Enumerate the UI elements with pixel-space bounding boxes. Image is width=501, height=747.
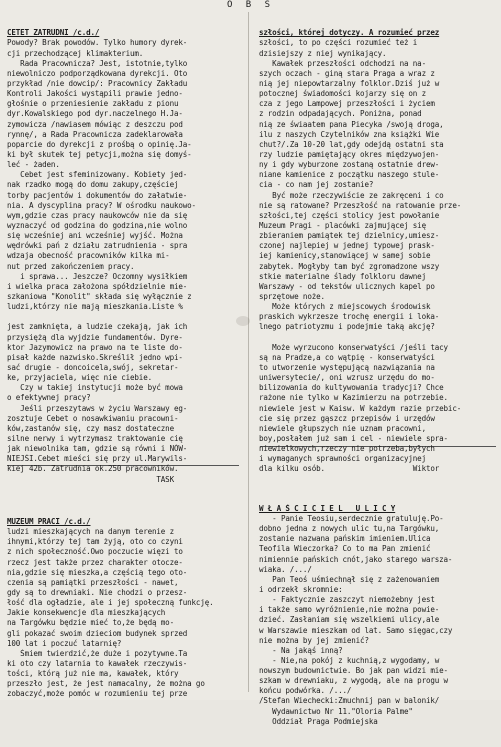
text-line: i wymaganych sprawności organizacyjnej (259, 454, 426, 464)
text-line: ków,zastanów się, czy masz dostateczne (7, 423, 174, 433)
text-line: nut przed zakończeniem pracy. (7, 261, 135, 271)
text-line: jak niewolnika tam, gdzie są równi i NÓW- (7, 444, 188, 454)
text-line: Jeśli przeszytaws w życiu Warszawy eg- (7, 403, 188, 413)
text-line: ihnymi,którzy tej tam żyją, oto co czyni (7, 537, 183, 547)
text-line: iej kamienicy,stanowiącej w samej sobie (259, 251, 431, 261)
text-line: wyznaczyć od godzina do godzina,nie wolno (7, 220, 188, 230)
text-line: i odrzekł skromnie: (259, 584, 343, 594)
text-line (259, 333, 495, 343)
text-line: gli pokazać swoim dzieciom budynek sprzed (7, 628, 188, 638)
text-line: Kontroli Jakości wystąpili prawie jedno- (7, 89, 183, 99)
text-line: - Panie Teosiu,serdecznie gratuluję.Po- (259, 513, 444, 523)
text-line: ny i gdy wyburzone zostaną ostatnie drew- (259, 160, 440, 170)
text-line: Śmiem twierdzić,że duże i pozytywne.Ta (7, 648, 188, 658)
article-wlasciciel-ulicy (259, 504, 495, 727)
text-line: i sprawa... Jeszcze? Oczomny wysiłkiem (7, 271, 188, 281)
text-line: niewiele głupszych nie uznam pracowni, (259, 423, 426, 433)
text-line: - Na jakąś inną? (259, 645, 343, 655)
text-line: nia. A dyscyplina pracy? W ośrodku naukowo- (7, 200, 196, 210)
text-line: ki oto czy latarnia to kawałek rzeczywis- (7, 658, 188, 668)
column-divider (248, 12, 249, 692)
left-column (7, 8, 239, 720)
text-line: rynnę/, a Rada Pracownicza zadeklarowała (7, 129, 183, 139)
text-line: niewiele jest w Kaisw. W każdym razie przebic- (259, 403, 462, 413)
text-line: potocznej świadomości kojarzy się on z (259, 89, 426, 99)
text-line: Oddział Praga Podmiejska (259, 716, 378, 726)
article-cebet-zatrudni (7, 28, 239, 484)
text-line: chut?/.Za 10-20 lat,gdy odejdą ostatni sta (259, 139, 444, 149)
text-line: w Warszawie mieszkam od lat. Samo sięgac,czy (259, 625, 453, 635)
text-line: przykład /nie dowcip/: Pracownicy Zakładu (7, 79, 188, 89)
text-line: torby pacjentów i dokumentów do załatwie- (7, 190, 188, 200)
text-line: boy,posłałem już sam i cel - niewiele spra- (259, 433, 448, 443)
text-line: lnego patriotyzmu i podejmie taką akcję? (259, 322, 435, 332)
text-line: ki był skutek tej petycji,można się domyś- (7, 150, 192, 159)
text-line: dzisiejszy z niej wynikający. (259, 48, 387, 58)
text-line: nak rzadko mogą do domu zakupy,częściej (7, 180, 179, 190)
text-line: silne nerwy i wytrzymasz traktowanie cię (7, 433, 183, 443)
text-line: Muzeum Pragi - placówki zajmującej się (259, 220, 426, 230)
text-line: gdy są to drewniaki. Nie chodzi o przesz- (7, 587, 188, 597)
text-line: Czy w takiej instytucji może być mowa (7, 383, 183, 393)
text-line: uniwersytecie/, oni wzrusz urzędu do mo- (259, 373, 435, 383)
text-line: tości, którą już nie ma, kawałek, który (7, 669, 179, 679)
text-line: ke, przyjaciela, więc nie ciebie. (7, 373, 152, 383)
text-line: wym,gdzie czas pracy naukowców nie da się (7, 210, 188, 220)
text-line: sać drugie - doncoicela,swój, sekretar- (7, 362, 179, 372)
text-line: zostanie nazwana pańskim imieniem.Ulica (259, 534, 431, 544)
text-line: z nich społeczność.Owo poczucie więzi to (7, 547, 183, 557)
text-line: Jakie konsekwencje dla mieszkających (7, 608, 166, 618)
text-line: są na Pradze,a co wątpię - konserwatyści (259, 352, 435, 362)
text-line: zbieraniem pamiątek tej dzielnicy,umiesz- (259, 231, 440, 241)
text-line: zymowicza /nawiasem mówiąc z deszczu pod (7, 119, 183, 129)
text-line: Wydawnictwo Nr 11."Oloria Palme" (259, 706, 413, 716)
text-line: rzecz jest także przez charakter otocze- (7, 557, 183, 567)
text-line: cza z jego Lampowej przeszłości i życiem (259, 99, 435, 109)
text-line: ludzi mieszkających na danym terenie z (7, 527, 174, 537)
text-line: nią jej niepowtarzalny folklor.Dziś już w (259, 79, 440, 89)
text-line: Teofila Wieczorka? Co to ma Pan zmienić (259, 544, 431, 554)
text-line: nie są ratowane? Przeszłość na ratowanie prze- (259, 200, 462, 210)
text-line: Rada Pracownicza? Jest, istotnie,tylko (7, 58, 188, 68)
article-heading: CETET ZATRUDNI /c.d./ (7, 28, 100, 38)
text-line: nią ze świaatem pana Piecyka /swoją droga, (259, 119, 444, 129)
text-line: Kawałek przeszłości odchodzi na na- (259, 58, 426, 68)
text-line: - Faktycznie zaszczyt niemożebny jest (259, 595, 435, 605)
text-line: zobaczyć,może pomóc w rozumieniu tej prze (7, 689, 188, 699)
text-line: szkam w drewniaku, z wygodą, ale na progu w (259, 676, 448, 686)
text-line: ktor Jazymowicz na prawo na te liste do- (7, 342, 183, 352)
text-line: cia - co nam jej zostanie? (259, 180, 374, 190)
text-line: cji przechodzącej klimakterium. (7, 48, 144, 58)
text-line: szkaniowa "Konolit" składa się wyłącznie z (7, 291, 192, 301)
text-line: niewolniczo podporządkowana dyrekcji. Oto (7, 68, 188, 78)
text-line: Powody? Brak powodów. Tylko humory dyrek- (7, 38, 188, 48)
text-line: przeszło jest, że jest namacalny, że można go (7, 679, 205, 689)
text-line: - Nie,na pokój z kuchnią,z wygodamy, w (259, 655, 440, 665)
text-line: szłości, to po części rozumieć też i (259, 38, 418, 48)
text-line: leć - żaden. (7, 160, 60, 170)
text-line: nimiennie pańskich cnót,jako starego warsza- (259, 554, 453, 564)
text-line: kiej 42b. Zatrudnia ok.250 pracowników. (7, 464, 179, 474)
text-line: nia,gdzie się mieszka,a częścią tego oto- (7, 567, 188, 577)
text-line: czenia są pamiątki przeszłości - nawet, (7, 577, 179, 587)
text-line: Warszawy - od tekstów ulicznych kapel po (259, 281, 435, 291)
text-line: głośnie o przeniesienie zakładu z pionu (7, 99, 179, 109)
article-muzeum-pragi (7, 517, 239, 700)
text-line: Może wyrzucono konserwatyści /jeśli tacy (259, 342, 448, 352)
article-heading: szłości, której dotyczy. A rozumieć przez (259, 28, 440, 38)
text-line: Cebet jest sfeminizowany. Kobiety jed- (7, 170, 188, 180)
text-line: NIEJŚI.Cebet mieści się przy ul.Marywils- (7, 454, 188, 464)
text-line: niane kamienice z początku naszego stule- (259, 170, 440, 180)
text-line: wiaka. /.../ (259, 564, 312, 574)
text-line: bilizowania do kultywowania tradycji? Chce (259, 383, 444, 393)
text-line: dyr.Kowalskiego pod dyr.naczelnego H.Ja- (7, 109, 183, 119)
page-header: O B S (226, 0, 275, 10)
text-line: zosztuje Cebet o nosawkiwaniu pracowni- (7, 413, 179, 423)
text-line: łość dla ogładzie, ale i jej społeczną funkcję. (7, 598, 214, 608)
article-heading: W Ł A Ś C I C I E L U L I C Y (259, 503, 396, 513)
text-line: wędrówki pań z działu zatrudnienia - spra (7, 241, 188, 251)
text-line: sprzętowe noże. (259, 291, 325, 301)
text-line: i wielka praca założona spółdzielnie mie- (7, 281, 188, 291)
text-line: Być może rzeczywiście ze zakręceni i co (259, 190, 444, 200)
text-line: szych oczach - giną stara Praga a wraz z (259, 68, 435, 78)
text-line: to utworzenie występującą nazwiązania na (259, 362, 435, 372)
text-line: nie można by jej zmienić? (259, 635, 369, 645)
text-line: końcu podwórka. /.../ (259, 686, 352, 696)
text-line: Pan Teoś uśmiechnął się z zażenowaniem (259, 574, 440, 584)
text-line: stkie materialne ślady folkloru dawnej (259, 271, 426, 281)
text-line: z rodzin odpadających. Poniżna, ponad (259, 109, 422, 119)
text-line: 100 lat i poczuć latarnię? (7, 638, 122, 648)
text-line: się wcześniej ani wcześniej wyjść. Można (7, 231, 183, 241)
text-line: wdzaja obecność pracowników kilka mi- (7, 251, 170, 261)
text-line: zabytek. Mogłyby tam być zgromadzone wszy (259, 261, 440, 271)
text-line: czonej najlepiej w jednej typowej prask- (259, 241, 435, 251)
text-line: pisał każde nazwisko.Skreślił jedno wpi- (7, 352, 183, 362)
text-line: jest zamknięta, a ludzie czekają, jak ich (7, 322, 188, 332)
text-line: o efektywnej pracy? (7, 393, 91, 403)
text-line: poparcie do dyrekcji z prośbą o opinię.Ja- (7, 139, 192, 149)
text-line: rzy ludzie pamiętający okres międzywojen- (259, 150, 440, 159)
text-line: dobno jedna z nowych ulic tu,na Targówku, (259, 524, 440, 534)
text-line: niewielkowych,rzeczy nie potrzeba,byłych (259, 444, 435, 454)
text-line: nowszym budownictwie. Bo jak pan widzi mie- (259, 666, 448, 676)
text-line: /Stefan Wiechecki:Zmuchnij pan w balonik/ (259, 696, 440, 706)
text-line: ludzi,którzy nie mają mieszkania.Liste % (7, 302, 183, 312)
text-line: cie się przez gąszcz przepisów i urzędów (259, 413, 435, 423)
text-line: i także samo wyróżnienie,nie można powie- (259, 605, 440, 615)
article-heading: MUZEUM PRACI /c.d./ (7, 516, 91, 526)
text-line: szłości,tej części stolicy jest powołanie (259, 210, 440, 220)
text-line: praskich wykrzesze trochę energii i loka- (259, 312, 440, 322)
article-muzeum-pragi-continued (259, 28, 495, 474)
text-line (7, 312, 239, 322)
right-column (259, 8, 495, 747)
text-line: przysiężą dla wyjdzie fundamentów. Dyre- (7, 332, 183, 342)
text-line: dzieć. Zasłaniam się wszelkiemi ulicy,ale (259, 615, 440, 625)
text-line: Może których z miejscowych środowisk (259, 302, 431, 312)
text-line: na Targówku będzie mieć to,że będą mo- (7, 618, 174, 628)
text-line: ilu z naszych Czytelników zna książki Wie (259, 129, 440, 139)
text-line: rażone nie tylko w Kazimierzu na potrzebie. (259, 393, 448, 403)
text-line: TASK (7, 474, 174, 484)
text-line: dla kilku osób. Wiktor (259, 464, 440, 474)
